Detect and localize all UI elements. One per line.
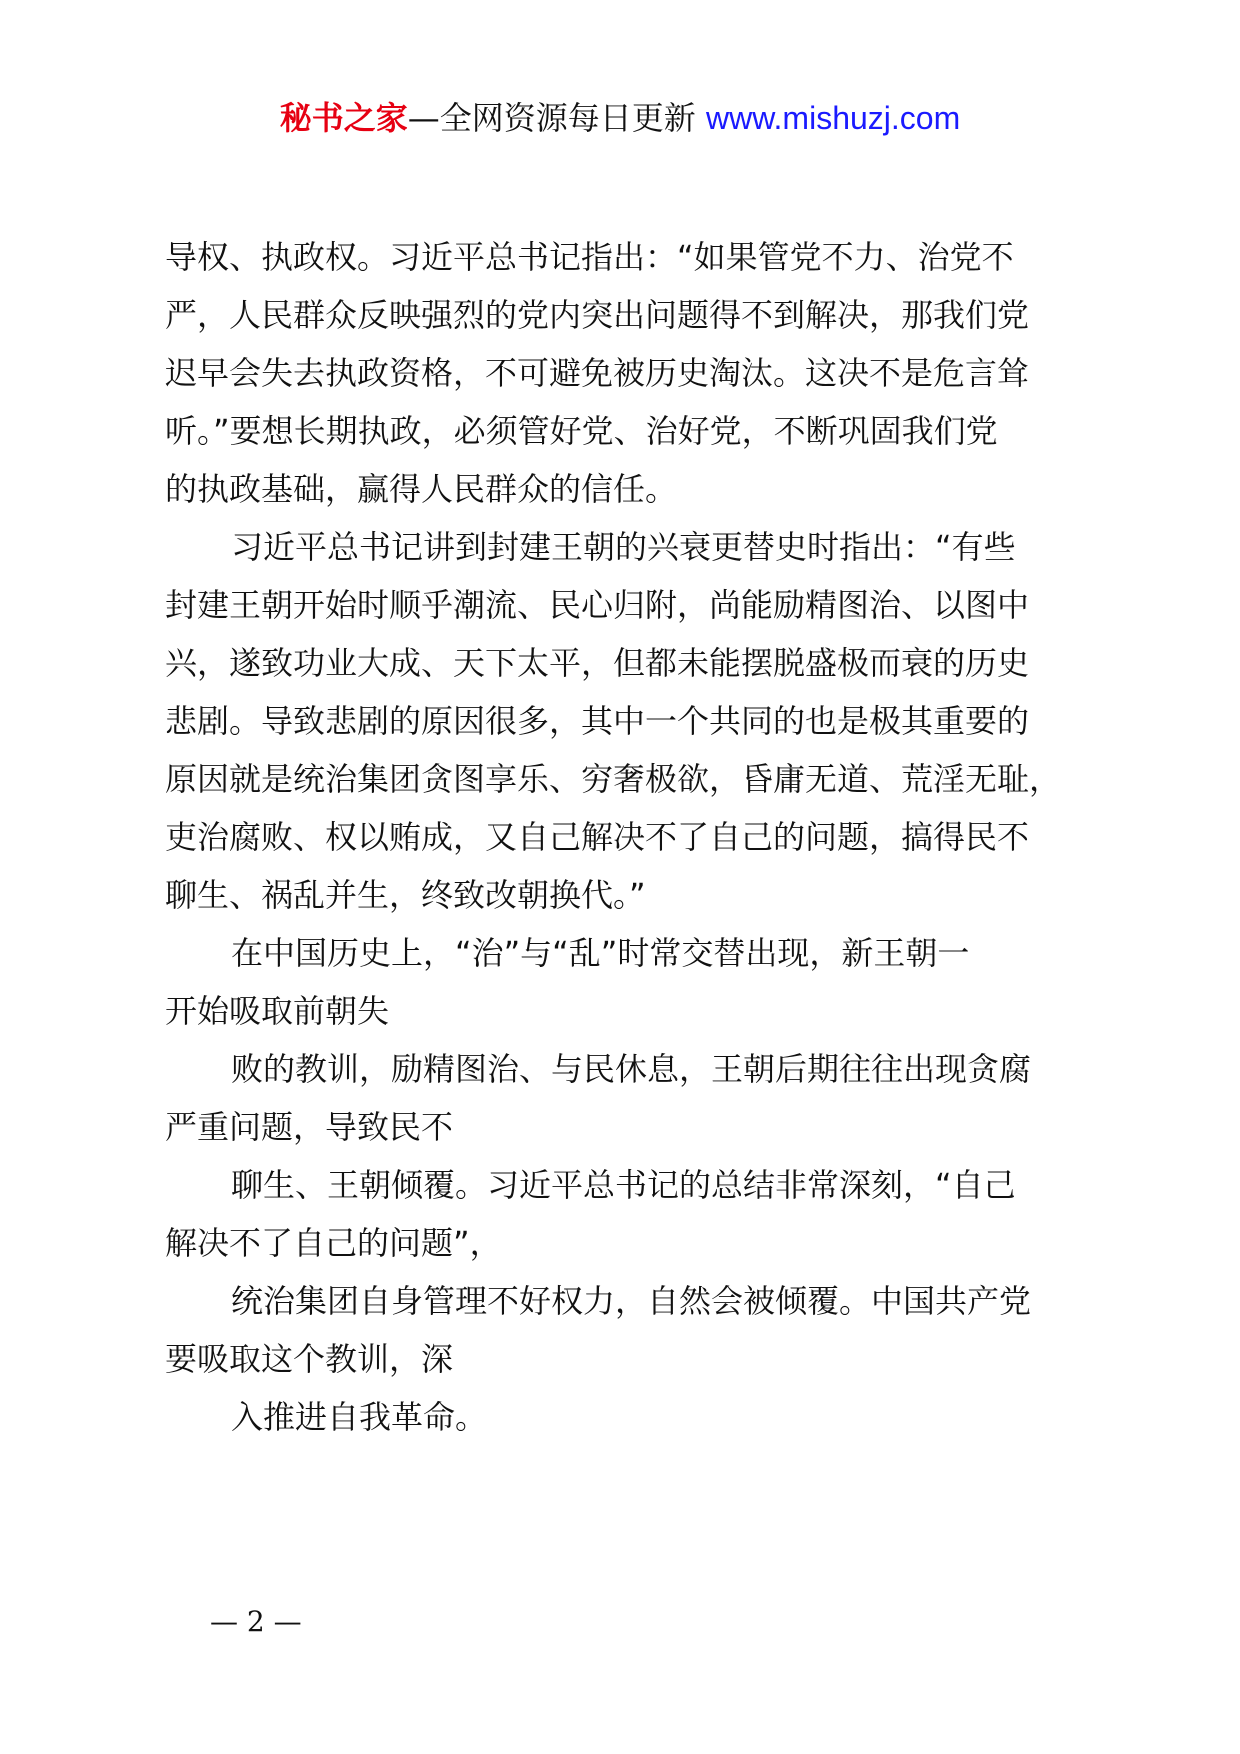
text-line: 导权、执政权。习近平总书记指出：“如果管党不力、治党不 — [165, 238, 1014, 276]
text-line: 原因就是统治集团贪图享乐、穷奢极欲，昏庸无道、荒淫无耻， — [165, 760, 1062, 798]
header-tagline: —全网资源每日更新 — [407, 99, 706, 137]
text-line: 兴，遂致功业大成、天下太平，但都未能摆脱盛极而衰的历史 — [165, 644, 1030, 682]
text-line: 解决不了自己的问题”， — [165, 1224, 502, 1262]
text-line: 统治集团自身管理不好权力，自然会被倾覆。中国共产党 — [231, 1282, 1032, 1320]
text-line: 要吸取这个教训，深 — [165, 1340, 454, 1378]
text-line: 在中国历史上，“治”与“乱”时常交替出现，新王朝一 — [231, 934, 970, 972]
header-url[interactable]: www.mishuzj.com — [705, 100, 961, 136]
text-line: 败的教训，励精图治、与民休息，王朝后期往往出现贪腐 — [231, 1050, 1032, 1088]
text-line: 听。”要想长期执政，必须管好党、治好党，不断巩固我们党 — [165, 412, 998, 450]
text-line: 开始吸取前朝失 — [165, 992, 390, 1030]
document-body — [165, 228, 1095, 1446]
text-line: 习近平总书记讲到封建王朝的兴衰更替史时指出：“有些 — [231, 528, 1016, 566]
document-header — [0, 98, 1240, 138]
text-line: 严重问题，导致民不 — [165, 1108, 454, 1146]
text-line: 聊生、王朝倾覆。习近平总书记的总结非常深刻，“自己 — [231, 1166, 1016, 1204]
header-brand: 秘书之家 — [279, 99, 408, 137]
page-number: — 2 — — [210, 1605, 302, 1638]
text-line: 吏治腐败、权以贿成，又自己解决不了自己的问题，搞得民不 — [165, 818, 1030, 856]
text-line: 迟早会失去执政资格，不可避免被历史淘汰。这决不是危言耸 — [165, 354, 1030, 392]
text-line: 聊生、祸乱并生，终致改朝换代。” — [165, 876, 646, 914]
text-line: 封建王朝开始时顺乎潮流、民心归附，尚能励精图治、以图中 — [165, 586, 1030, 624]
text-line: 入推进自我革命。 — [231, 1398, 488, 1436]
text-line: 悲剧。导致悲剧的原因很多，其中一个共同的也是极其重要的 — [165, 702, 1030, 740]
text-line: 严，人民群众反映强烈的党内突出问题得不到解决，那我们党 — [165, 296, 1030, 334]
text-line: 的执政基础，赢得人民群众的信任。 — [165, 470, 678, 508]
